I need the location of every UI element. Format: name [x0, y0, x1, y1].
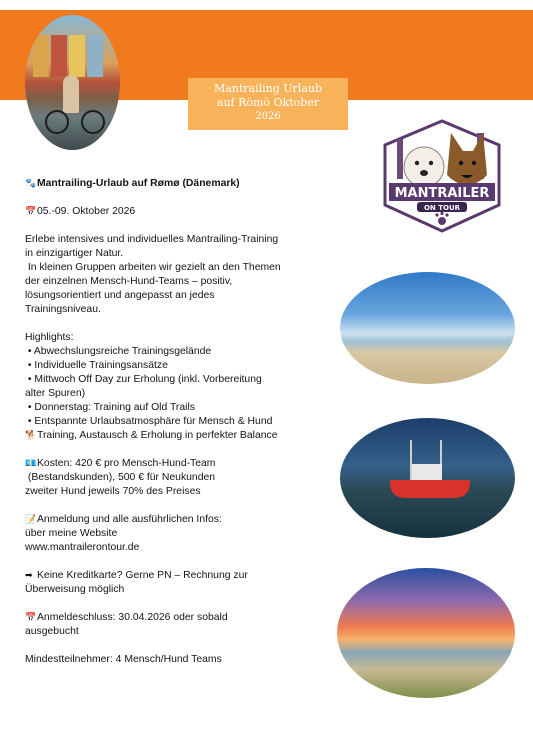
highlight-item: • Donnerstag: Training auf Old Trails — [25, 402, 195, 413]
house-shape — [87, 35, 103, 77]
signup-line-2: über meine Website — [25, 528, 118, 539]
logo-dog-nose — [420, 170, 428, 176]
street-cyclist-photo — [25, 15, 120, 150]
event-description — [25, 177, 283, 667]
harbor-boat-photo — [340, 418, 515, 538]
title-year: 2026 — [255, 111, 281, 122]
memo-icon: 📝 — [25, 515, 37, 525]
beach-photo — [340, 272, 515, 384]
highlight-item: • Individuelle Trainingsansätze — [25, 360, 168, 371]
signup-line-1: 📝Anmeldung und alle ausführlichen Infos: — [25, 514, 222, 525]
paw-icon — [435, 213, 438, 216]
intro-text-1: Erlebe intensives und individuelles Mantrailing-Training in einzigartiger Natur. — [25, 234, 279, 259]
arrow-right-icon: ➡ — [25, 571, 33, 581]
logo-dog-eye — [459, 161, 463, 165]
red-fishing-boat — [390, 480, 470, 498]
money-icon: 💶 — [25, 459, 37, 469]
minimum-participants: Mindestteilnehmer: 4 Mensch/Hund Teams — [25, 654, 222, 665]
deadline-line: 📅Anmeldeschluss: 30.04.2026 oder sobald ausgebucht — [25, 612, 228, 637]
bike-wheel — [81, 110, 105, 134]
boat-cabin — [412, 464, 442, 481]
house-shape — [33, 35, 49, 77]
intro-text-2: In kleinen Gruppen arbeiten wir gezielt an den Themen der einzelnen Mensch-Hund-Teams – positiv, lösungsorientiert und angepasst an jedes Trainingsniveau. — [25, 262, 284, 315]
title-line-1: Mantrailing Urlaub — [213, 82, 323, 95]
cyclist-figure — [63, 75, 79, 113]
logo-white-dog — [404, 147, 444, 187]
website-link[interactable]: www.mantrailerontour.de — [25, 542, 140, 553]
highlight-item: • Mittwoch Off Day zur Erholung (inkl. Vorbereitung alter Spuren) — [25, 374, 265, 399]
house-shape — [69, 35, 85, 77]
highlight-item: • Abwechslungsreiche Trainingsgelände — [25, 346, 212, 357]
house-shape — [51, 35, 67, 77]
logo-sub-text: ON TOUR — [423, 204, 461, 212]
cost-line-1: 💶Kosten: 420 € pro Mensch-Hund-Team — [25, 458, 216, 469]
paw-icon — [440, 212, 443, 215]
payment-note: ➡ Keine Kreditkarte? Gerne PN – Rechnung zur Überweisung möglich — [25, 570, 248, 595]
balance-line: 🐕Training, Austausch & Erholung in perfekter Balance — [25, 430, 278, 441]
sunset-dunes-photo — [337, 568, 515, 698]
event-dates: 📅05.-09. Oktober 2026 — [25, 206, 136, 217]
paw-icon — [445, 213, 448, 216]
calendar-icon: 📅 — [25, 207, 37, 217]
logo-main-text: MANTRAILER — [394, 186, 490, 201]
bike-wheel — [45, 110, 69, 134]
logo-dog-eye — [415, 161, 419, 165]
logo-skyline — [397, 139, 403, 179]
dog-icon: 🐕 — [25, 431, 37, 441]
cost-line-2: (Bestandskunden), 500 € für Neukunden — [25, 472, 216, 483]
paw-icon: 🐾 — [25, 179, 37, 189]
highlight-item: • Entspannte Urlaubsatmosphäre für Mensch & Hund — [25, 416, 273, 427]
event-heading: 🐾Mantrailing-Urlaub auf Rømø (Dänemark) — [25, 178, 240, 189]
cost-line-3: zweiter Hund jeweils 70% des Preises — [25, 486, 201, 497]
calendar-icon: 📅 — [25, 613, 37, 623]
paw-icon — [438, 217, 446, 225]
title-line-2: auf Römö Oktober — [216, 96, 320, 109]
logo-dog-eye — [429, 161, 433, 165]
logo-dog-eye — [472, 161, 476, 165]
highlights-label: Highlights: — [25, 332, 74, 343]
title-box — [188, 78, 348, 130]
mantrailer-on-tour-logo — [377, 115, 507, 235]
